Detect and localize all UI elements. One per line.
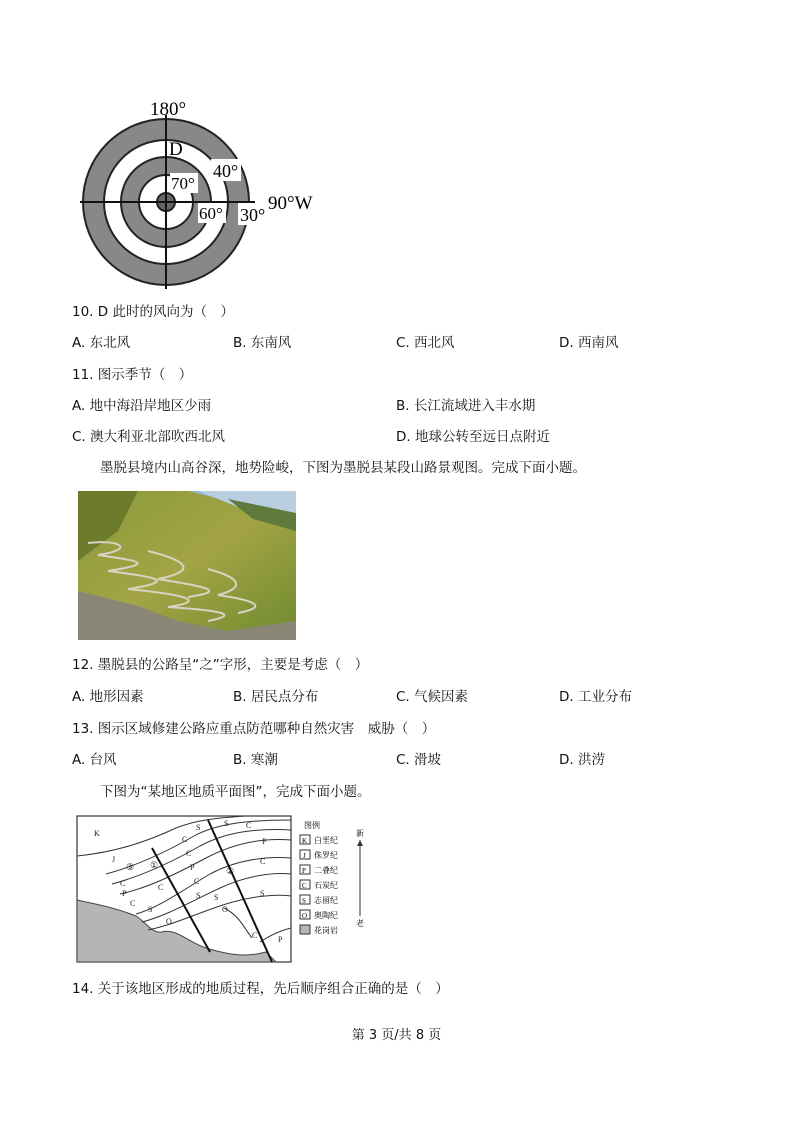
svg-text:C: C	[260, 857, 266, 866]
svg-text:C: C	[120, 879, 126, 888]
arrow-new-label: 新	[356, 829, 364, 838]
polar-figure	[70, 95, 330, 295]
svg-text:S: S	[196, 891, 201, 900]
q12-stem: 12. 墨脱县的公路呈“之”字形，主要是考虑（ ）	[72, 657, 369, 673]
mountain-road-photo	[78, 491, 296, 640]
legend-code-k: K	[302, 837, 308, 845]
svg-text:S: S	[196, 823, 201, 832]
svg-text:O: O	[166, 917, 172, 926]
lat-40-label: 40°	[213, 161, 239, 181]
polar-diagram	[70, 95, 330, 295]
q12-option-c[interactable]: C. 气候因素	[396, 689, 469, 705]
page-footer: 第 3 页/共 8 页	[351, 1028, 442, 1043]
legend-code-s: S	[302, 897, 306, 905]
legend-name-granite: 花岗岩	[314, 926, 338, 935]
svg-text:P: P	[190, 863, 195, 872]
svg-text:K: K	[94, 829, 100, 838]
lat-30-label: 30°	[240, 205, 266, 225]
legend-title: 图例	[304, 821, 320, 830]
q10-option-b[interactable]: B. 东南风	[233, 335, 292, 351]
svg-text:C: C	[194, 877, 200, 886]
legend-name-j: 侏罗纪	[314, 851, 338, 860]
q11-option-a[interactable]: A. 地中海沿岸地区少雨	[72, 398, 212, 414]
svg-text:C: C	[182, 835, 188, 844]
q12-option-b[interactable]: B. 居民点分布	[233, 689, 319, 705]
passage-medog: 墨脱县境内山高谷深，地势险峻，下图为墨脱县某段山路景观图。完成下面小题。	[100, 460, 586, 476]
lat-70-label: 70°	[171, 174, 195, 193]
svg-text:P: P	[278, 935, 283, 944]
geologic-map-figure	[76, 812, 376, 966]
q11-option-d[interactable]: D. 地球公转至远日点附近	[396, 429, 550, 445]
marker-2: ②	[226, 866, 235, 876]
q11-stem: 11. 图示季节（ ）	[72, 367, 193, 383]
svg-text:P: P	[122, 889, 127, 898]
q10-option-a[interactable]: A. 东北风	[72, 335, 131, 351]
q10-stem: 10. D 此时的风向为（ ）	[72, 304, 234, 320]
svg-text:S: S	[260, 889, 265, 898]
q11-option-b[interactable]: B. 长江流域进入丰水期	[396, 398, 536, 414]
arrow-old-label: 老	[356, 919, 364, 928]
lat-60-label: 60°	[199, 204, 223, 223]
legend-name-s: 志留纪	[314, 896, 338, 905]
lon-90w-label: 90°W	[268, 193, 313, 214]
svg-text:C: C	[246, 821, 252, 830]
legend-name-o: 奥陶纪	[314, 911, 338, 920]
q13-stem: 13. 图示区域修建公路应重点防范哪种自然灾害 威胁（ ）	[72, 721, 436, 737]
legend-name-k: 白垩纪	[314, 836, 338, 845]
legend-name-p: 二叠纪	[314, 866, 338, 875]
svg-text:J: J	[112, 855, 116, 864]
svg-text:S: S	[214, 893, 219, 902]
q10-option-c[interactable]: C. 西北风	[396, 335, 455, 351]
svg-text:O: O	[222, 905, 228, 914]
marker-3: ③	[126, 862, 135, 872]
q12-option-d[interactable]: D. 工业分布	[559, 689, 632, 705]
svg-text:P: P	[262, 837, 267, 846]
svg-text:S: S	[224, 819, 229, 828]
passage-geology: 下图为“某地区地质平面图”，完成下面小题。	[100, 784, 371, 800]
geologic-map	[76, 812, 376, 966]
svg-text:S: S	[148, 905, 153, 914]
legend-code-o: O	[302, 912, 308, 920]
svg-text:C: C	[158, 883, 164, 892]
q10-option-d[interactable]: D. 西南风	[559, 335, 619, 351]
legend-code-c: C	[302, 882, 307, 890]
legend-code-p: P	[302, 867, 306, 875]
q13-option-c[interactable]: C. 滑坡	[396, 752, 442, 768]
marker-1: ①	[150, 860, 159, 870]
svg-text:C: C	[186, 849, 192, 858]
legend-name-c: 石炭纪	[314, 881, 338, 890]
q14-stem: 14. 关于该地区形成的地质过程，先后顺序组合正确的是（ ）	[72, 981, 449, 997]
lon-180-label: 180°	[150, 99, 187, 120]
svg-text:C: C	[130, 899, 136, 908]
q11-option-c[interactable]: C. 澳大利亚北部吹西北风	[72, 429, 226, 445]
legend-code-j: J	[303, 852, 306, 860]
q13-option-a[interactable]: A. 台风	[72, 752, 117, 768]
q12-option-a[interactable]: A. 地形因素	[72, 689, 144, 705]
q13-option-d[interactable]: D. 洪涝	[559, 752, 605, 768]
q13-option-b[interactable]: B. 寒潮	[233, 752, 278, 768]
svg-text:C: C	[252, 931, 258, 940]
point-d-label: D	[169, 139, 183, 160]
